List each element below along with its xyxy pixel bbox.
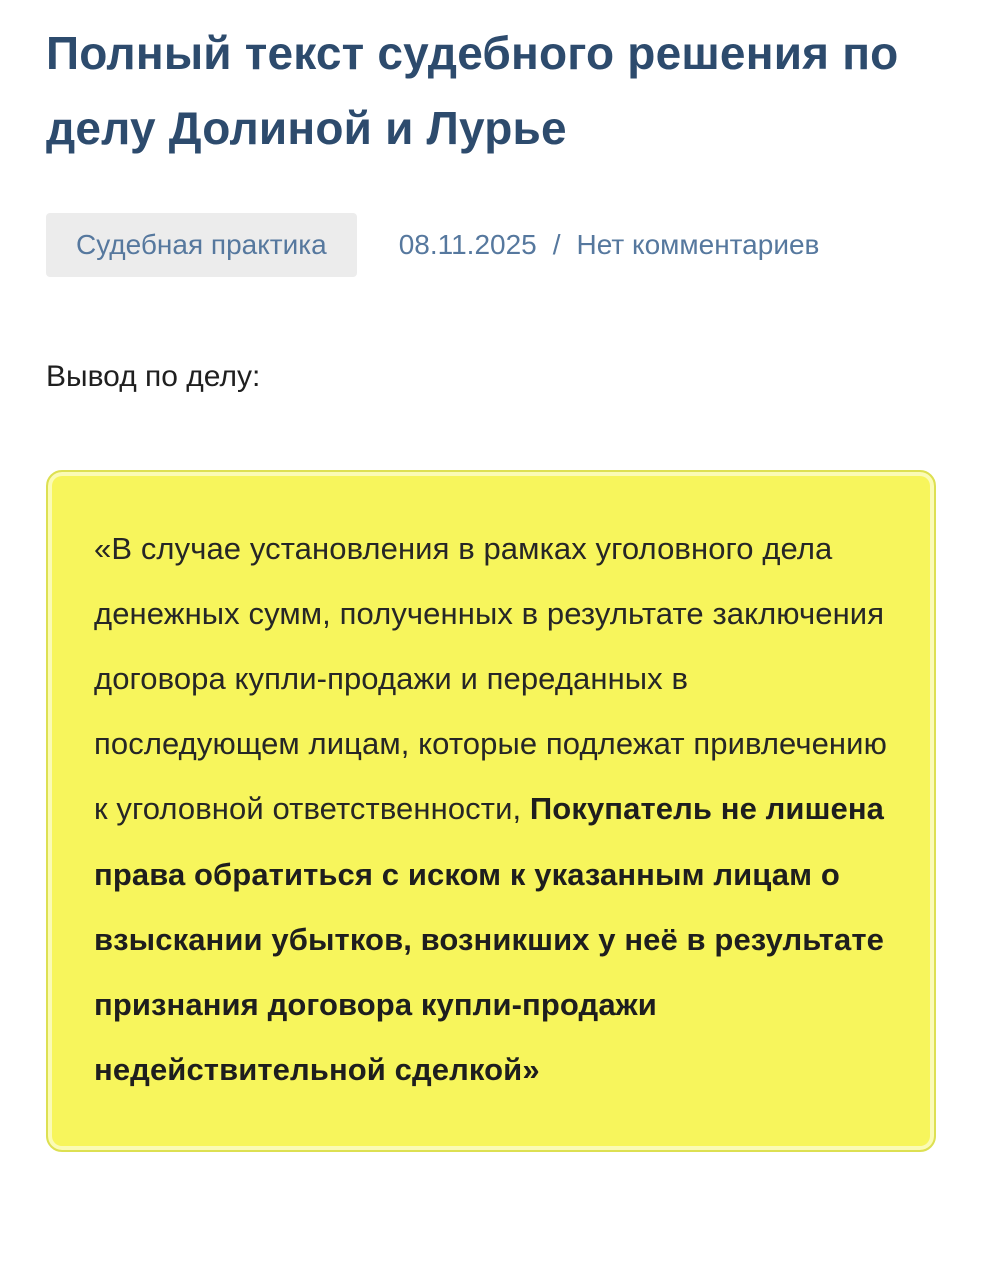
category-badge[interactable]: Судебная практика <box>46 213 357 277</box>
quote-regular-text: «В случае установления в рамках уголовного дела денежных сумм, полученных в результате заключения договора купли-продажи и переданных в последующем лицам, которые подлежат привлечению к уголовной ответственности, <box>94 531 887 827</box>
page-title: Полный текст судебного решения по делу Долиной и Лурье <box>46 27 899 154</box>
post-meta <box>46 213 936 277</box>
quote-box <box>46 470 936 1152</box>
quote-text <box>94 516 890 1102</box>
post-date: 08.11.2025 <box>398 229 537 261</box>
meta-separator: / <box>552 229 561 261</box>
intro-text: Вывод по делу: <box>46 360 261 394</box>
comments-link[interactable]: Нет комментариев <box>576 229 820 261</box>
quote-bold-text: Покупатель не лишена права обратиться с иском к указанным лицам о взыскании убытков, возникших у неё в результате признания договора купли-продажи недействительной сделкой» <box>94 791 885 1087</box>
